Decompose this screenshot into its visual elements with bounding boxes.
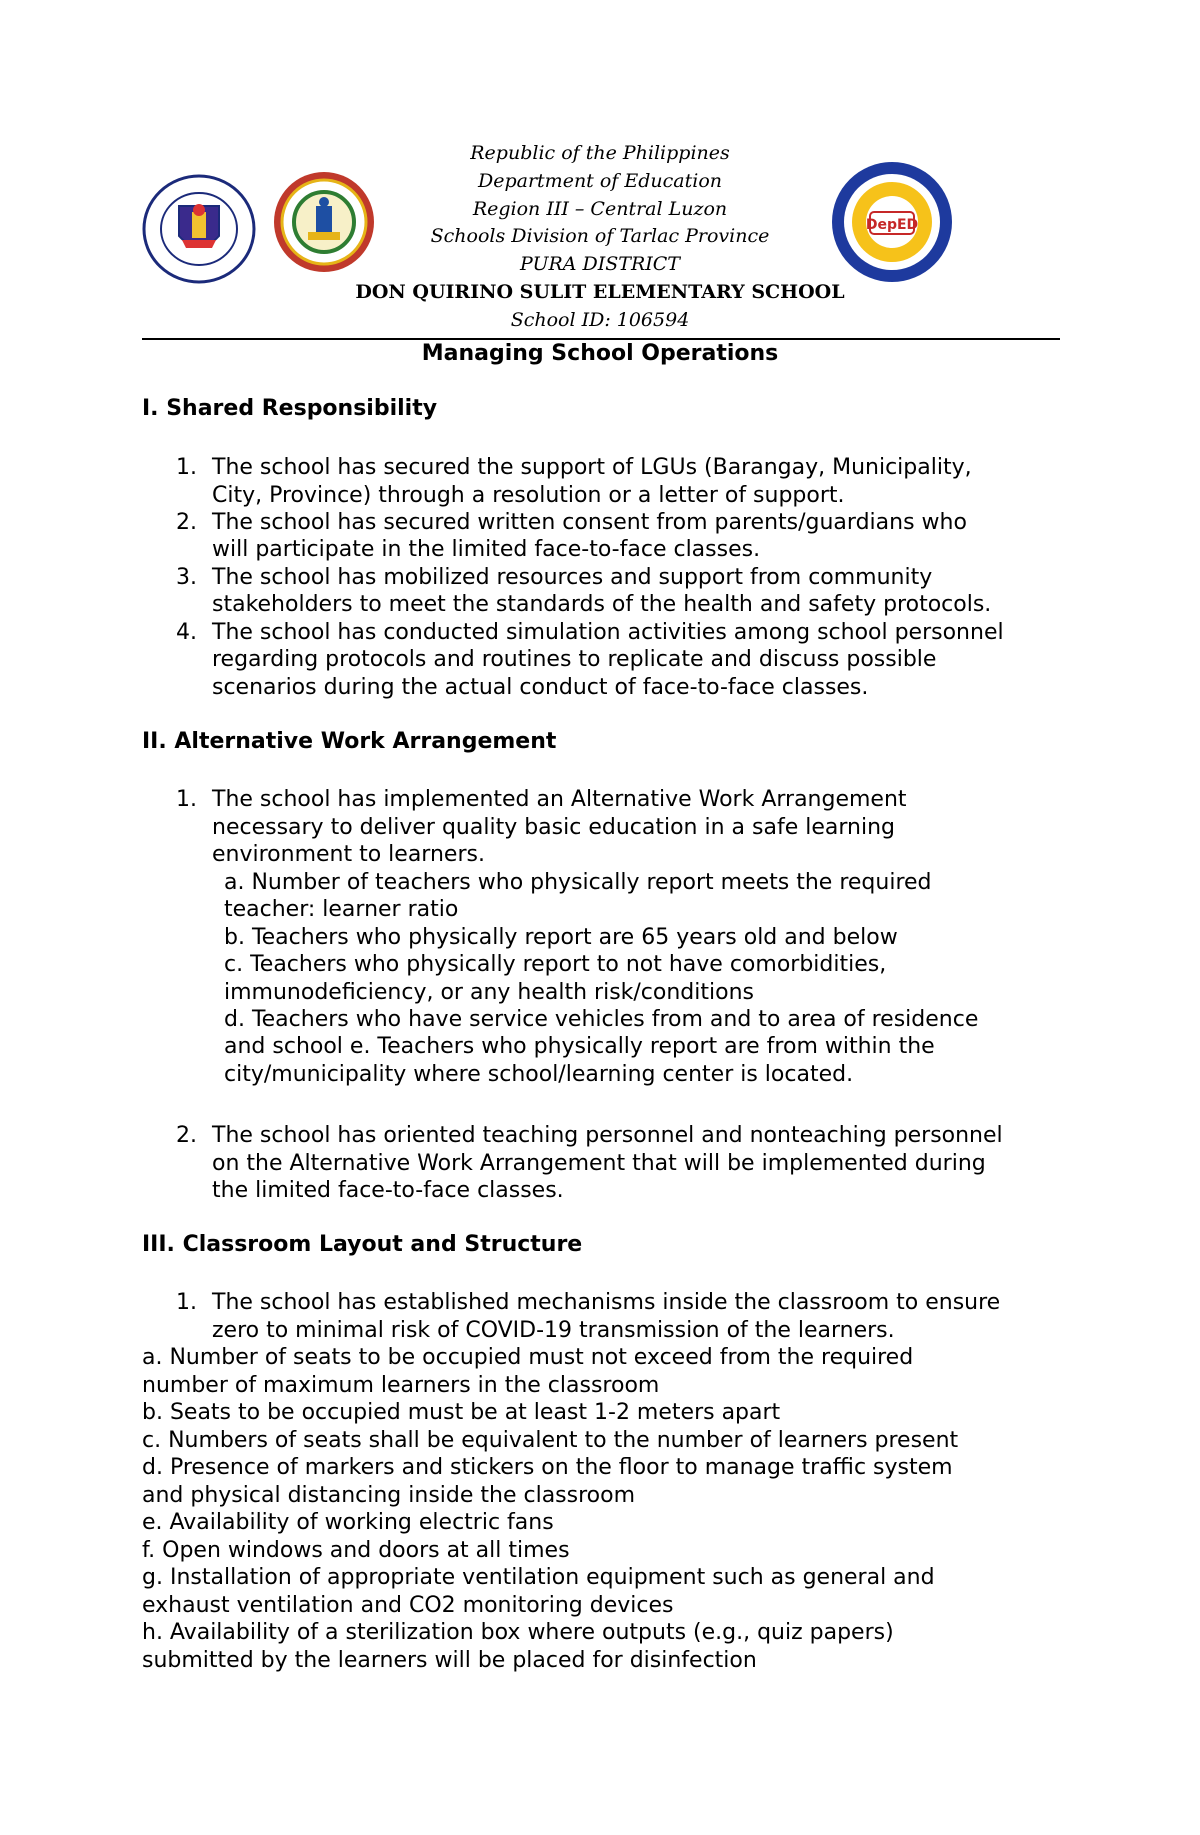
sub-item-line: c. Teachers who physically report to not have comorbidities, bbox=[224, 952, 887, 977]
list-item-line: regarding protocols and routines to replicate and discuss possible bbox=[212, 647, 937, 672]
document-title: Managing School Operations bbox=[421, 341, 779, 366]
sub-item-line: teacher: learner ratio bbox=[224, 897, 459, 922]
section-heading-alternative-work: II. Alternative Work Arrangement bbox=[142, 729, 557, 754]
sub-item-line: d. Presence of markers and stickers on the floor to manage traffic system bbox=[142, 1455, 953, 1480]
list-number: 1. bbox=[176, 455, 197, 480]
list-item-line: The school has implemented an Alternative Work Arrangement bbox=[212, 787, 907, 812]
header-region: Region III – Central Luzon bbox=[472, 197, 728, 220]
sub-item-line: g. Installation of appropriate ventilation equipment such as general and bbox=[142, 1565, 935, 1590]
header-district: PURA DISTRICT bbox=[520, 253, 680, 276]
letterhead bbox=[0, 140, 1200, 335]
sub-item-line: a. Number of teachers who physically report meets the required bbox=[224, 870, 932, 895]
list-item-line: the limited face-to-face classes. bbox=[212, 1178, 564, 1203]
list-item-line: The school has established mechanisms inside the classroom to ensure bbox=[212, 1290, 1001, 1315]
list-item-line: on the Alternative Work Arrangement that will be implemented during bbox=[212, 1151, 986, 1176]
sub-item-line: and school e. Teachers who physically report are from within the bbox=[224, 1034, 935, 1059]
list-number: 4. bbox=[176, 620, 197, 645]
list-item-line: scenarios during the actual conduct of face-to-face classes. bbox=[212, 675, 869, 700]
list-number: 2. bbox=[176, 1123, 197, 1148]
list-number: 1. bbox=[176, 1290, 197, 1315]
sub-item-line: submitted by the learners will be placed for disinfection bbox=[142, 1648, 757, 1673]
sub-item-line: immunodeficiency, or any health risk/conditions bbox=[224, 980, 754, 1005]
sub-item-line: exhaust ventilation and CO2 monitoring devices bbox=[142, 1593, 674, 1618]
school-seal-center-text: DepED bbox=[865, 217, 919, 233]
sub-item-line: and physical distancing inside the classroom bbox=[142, 1483, 636, 1508]
sub-item-line: f. Open windows and doors at all times bbox=[142, 1538, 570, 1563]
list-item-line: The school has conducted simulation activities among school personnel bbox=[212, 620, 1004, 645]
list-number: 2. bbox=[176, 510, 197, 535]
section-heading-shared-responsibility: I. Shared Responsibility bbox=[142, 396, 438, 421]
sub-item-line: e. Availability of working electric fans bbox=[142, 1510, 554, 1535]
sub-item-line: h. Availability of a sterilization box where outputs (e.g., quiz papers) bbox=[142, 1620, 894, 1645]
header-division: Schools Division of Tarlac Province bbox=[430, 225, 770, 248]
list-item-line: zero to minimal risk of COVID-19 transmission of the learners. bbox=[212, 1318, 895, 1343]
list-item-line: The school has mobilized resources and support from community bbox=[212, 565, 933, 590]
header-school-id: School ID: 106594 bbox=[510, 308, 690, 331]
list-item-line: environment to learners. bbox=[212, 842, 485, 867]
sub-item-line: b. Seats to be occupied must be at least 1-2 meters apart bbox=[142, 1400, 781, 1425]
sub-item-line: b. Teachers who physically report are 65 years old and below bbox=[224, 925, 898, 950]
sub-item-line: city/municipality where school/learning center is located. bbox=[224, 1062, 854, 1087]
list-item-line: The school has secured written consent from parents/guardians who bbox=[212, 510, 967, 535]
sub-item-line: a. Number of seats to be occupied must not exceed from the required bbox=[142, 1345, 914, 1370]
list-item-line: City, Province) through a resolution or a letter of support. bbox=[212, 483, 845, 508]
list-item-line: The school has oriented teaching personnel and nonteaching personnel bbox=[212, 1123, 1003, 1148]
list-item-line: necessary to deliver quality basic education in a safe learning bbox=[212, 815, 895, 840]
header-department: Department of Education bbox=[478, 169, 722, 192]
list-item-line: will participate in the limited face-to-face classes. bbox=[212, 537, 761, 562]
list-number: 3. bbox=[176, 565, 197, 590]
list-number: 1. bbox=[176, 787, 197, 812]
list-item-line: stakeholders to meet the standards of the health and safety protocols. bbox=[212, 592, 992, 617]
sub-item-line: number of maximum learners in the classroom bbox=[142, 1373, 660, 1398]
list-item-line: The school has secured the support of LGUs (Barangay, Municipality, bbox=[212, 455, 972, 480]
header-republic: Republic of the Philippines bbox=[470, 142, 730, 164]
header-school-name: DON QUIRINO SULIT ELEMENTARY SCHOOL bbox=[355, 280, 845, 303]
sub-item-line: d. Teachers who have service vehicles from and to area of residence bbox=[224, 1007, 979, 1032]
sub-item-line: c. Numbers of seats shall be equivalent to the number of learners present bbox=[142, 1428, 959, 1453]
section-heading-classroom-layout: III. Classroom Layout and Structure bbox=[142, 1232, 583, 1257]
